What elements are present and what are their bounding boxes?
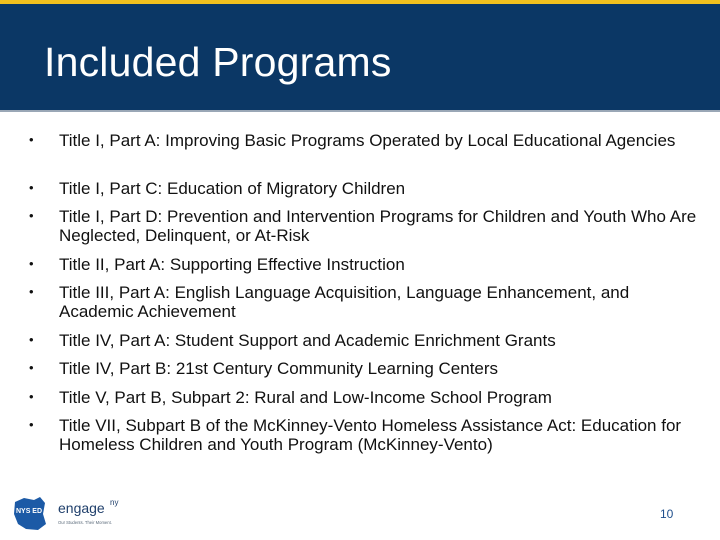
page-number: 10 <box>660 507 674 521</box>
bullet-dot-icon: • <box>29 180 34 195</box>
state-mark-text: NYS ED <box>15 508 43 515</box>
brand-superscript: ny <box>110 498 119 507</box>
program-text: Title V, Part B, Subpart 2: Rural and Low-Income School Program <box>59 388 552 407</box>
program-text: Title I, Part A: Improving Basic Programs Operated by Local Educational Agencies <box>59 131 676 150</box>
bullet-dot-icon: • <box>29 360 34 375</box>
engageny-logo <box>12 494 142 532</box>
program-text: Title III, Part A: English Language Acquisition, Language Enhancement, and Academic Achievement <box>59 283 630 321</box>
brand-text: engage <box>58 500 105 516</box>
bullet-dot-icon: • <box>29 332 34 347</box>
program-text: Title I, Part C: Education of Migratory Children <box>59 179 406 198</box>
slide-title: Included Programs <box>44 39 392 85</box>
program-text: Title VII, Subpart B of the McKinney-Vento Homeless Assistance Act: Education for Homeless Children and Youth Program (McKinney-Vento) <box>59 416 682 454</box>
brand-tagline: Our Students. Their Moment. <box>58 520 112 525</box>
bullet-dot-icon: • <box>29 389 34 404</box>
bullet-dot-icon: • <box>29 284 34 299</box>
program-text: Title I, Part D: Prevention and Intervention Programs for Children and Youth Who Are Neglected, Delinquent, or At-Risk <box>59 207 697 245</box>
program-text: Title IV, Part A: Student Support and Academic Enrichment Grants <box>59 331 556 350</box>
bullet-dot-icon: • <box>29 256 34 271</box>
bullet-dot-icon: • <box>29 208 34 223</box>
program-text: Title IV, Part B: 21st Century Community Learning Centers <box>59 359 499 378</box>
bullet-dot-icon: • <box>29 132 34 147</box>
program-text: Title II, Part A: Supporting Effective Instruction <box>59 255 405 274</box>
title-bar <box>0 4 720 112</box>
bullet-dot-icon: • <box>29 417 34 432</box>
